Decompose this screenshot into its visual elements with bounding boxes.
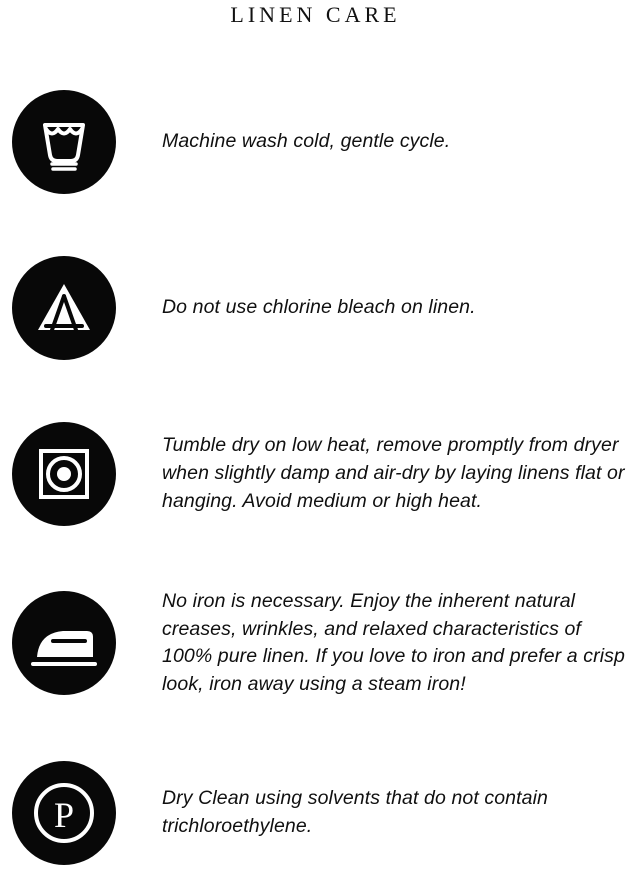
machine-wash-icon [12,90,116,194]
care-instruction-row [0,588,631,699]
care-instruction-text: No iron is necessary. Enjoy the inherent natural creases, wrinkles, and relaxed characteristics of 100% pure linen. If you love to iron and prefer a crisp look, iron away using a steam iron! [162,590,625,696]
tumble-dry-low-icon [12,422,116,526]
care-instruction-text: Tumble dry on low heat, remove promptly from dryer when slightly damp and air-dry by laying linens flat or hanging. Avoid medium or high heat. [162,434,625,512]
dry-clean-p-icon [12,761,116,865]
care-instruction-text: Do not use chlorine bleach on linen. [162,296,476,319]
care-instruction-row [0,90,631,194]
do-not-bleach-icon [12,256,116,360]
care-instruction-row [0,256,631,360]
care-instruction-row [0,761,631,865]
iron-icon [12,591,116,695]
care-instruction-list [0,90,631,865]
care-instruction-text: Dry Clean using solvents that do not contain trichloroethylene. [162,787,548,837]
care-instruction-row [0,422,631,526]
svg-text:P: P [53,794,75,835]
page-title: LINEN CARE [230,2,401,27]
care-instruction-text: Machine wash cold, gentle cycle. [162,130,451,153]
